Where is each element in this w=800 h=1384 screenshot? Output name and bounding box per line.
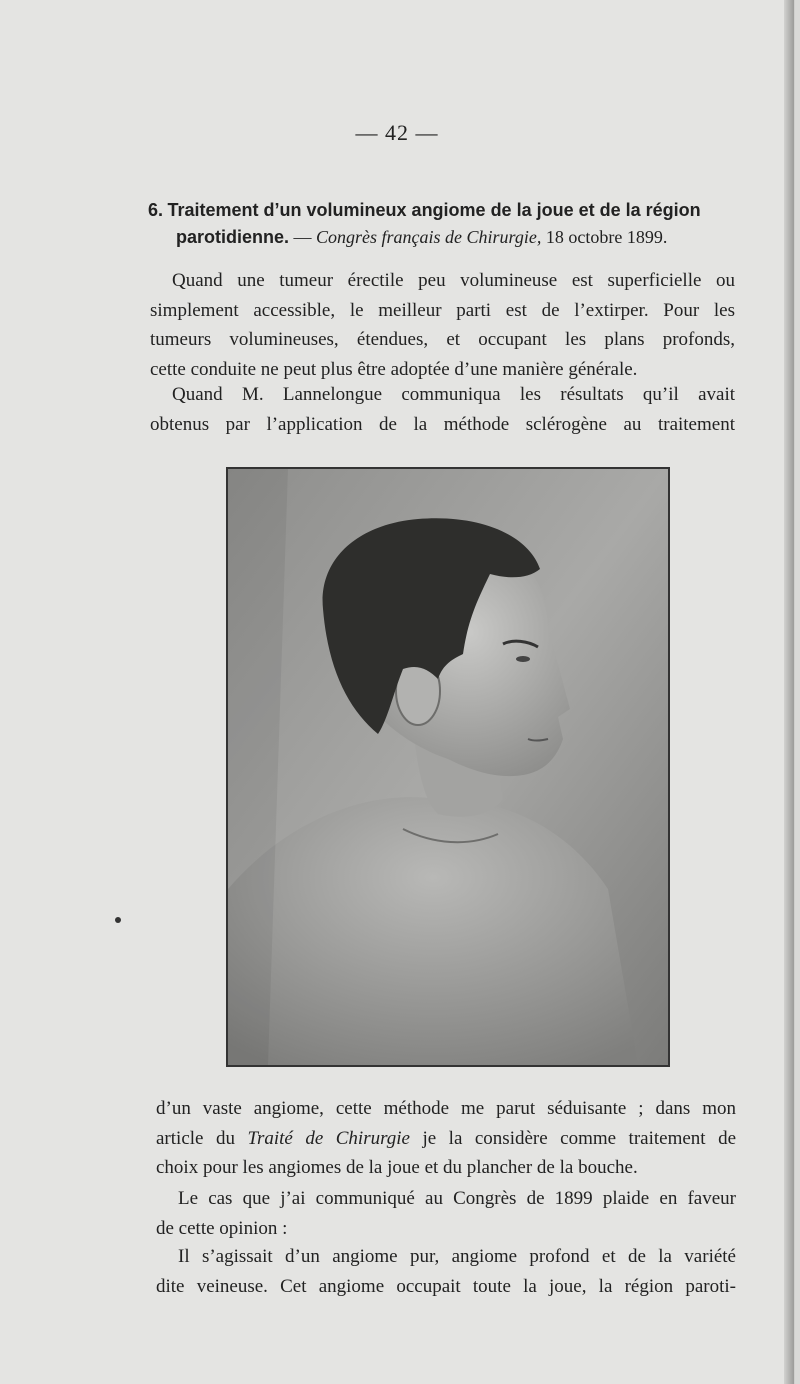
paragraph-4 (156, 1184, 736, 1243)
paragraph-3 (156, 1094, 736, 1183)
paragraph-line: cette conduite ne peut plus être adoptée d’une manière générale. (150, 358, 638, 380)
book-title: Traité de Chirurgie (247, 1127, 410, 1149)
section-heading (148, 197, 738, 251)
text-run: je la considère comme traitement de (410, 1127, 736, 1149)
paragraph-line: obtenus par l’application de la méthode sclérogène au traitement (150, 413, 735, 435)
paragraph-line: simplement accessible, le meilleur parti est de l’extirper. Pour les (150, 299, 735, 321)
page-edge-shadow (784, 0, 794, 1384)
paragraph-line: Quand une tumeur érectile peu volumineuse est superficielle ou (172, 270, 735, 291)
section-date: 18 octobre 1899. (541, 227, 668, 247)
page-number: — 42 — (355, 120, 439, 145)
paragraph-1 (150, 266, 735, 384)
paragraph-line: Quand M. Lannelongue communiqua les résultats qu’il avait (172, 384, 735, 405)
paragraph-line: Il s’agissait d’un angiome pur, angiome profond et de la variété (178, 1246, 736, 1267)
paragraph-line: dite veineuse. Cet angiome occupait toute la joue, la région paroti- (156, 1275, 736, 1297)
section-title-dash: — (289, 227, 317, 247)
section-title-line2: parotidienne. (176, 227, 290, 247)
text-run: article du (156, 1127, 248, 1149)
patient-profile-photograph (226, 467, 670, 1067)
paragraph-line: d’un vaste angiome, cette méthode me parut séduisante ; dans mon (156, 1098, 736, 1119)
paragraph-line: de cette opinion : (156, 1217, 288, 1239)
paragraph-2 (150, 380, 735, 439)
section-title-line1: Traitement d’un volumineux angiome de la joue et de la région (167, 200, 701, 220)
section-number: 6. (148, 200, 164, 220)
paragraph-line: Le cas que j’ai communiqué au Congrès de 1899 plaide en faveur (178, 1188, 736, 1209)
paragraph-line (156, 1124, 736, 1154)
paragraph-line: tumeurs volumineuses, étendues, et occupant les plans profonds, (150, 329, 735, 350)
paragraph-line: choix pour les angiomes de la joue et du plancher de la bouche. (156, 1157, 638, 1178)
section-source: Congrès français de Chirurgie, (316, 227, 542, 247)
margin-ink-dot (115, 917, 121, 923)
photograph-image (228, 469, 668, 1065)
paragraph-5 (156, 1242, 736, 1301)
